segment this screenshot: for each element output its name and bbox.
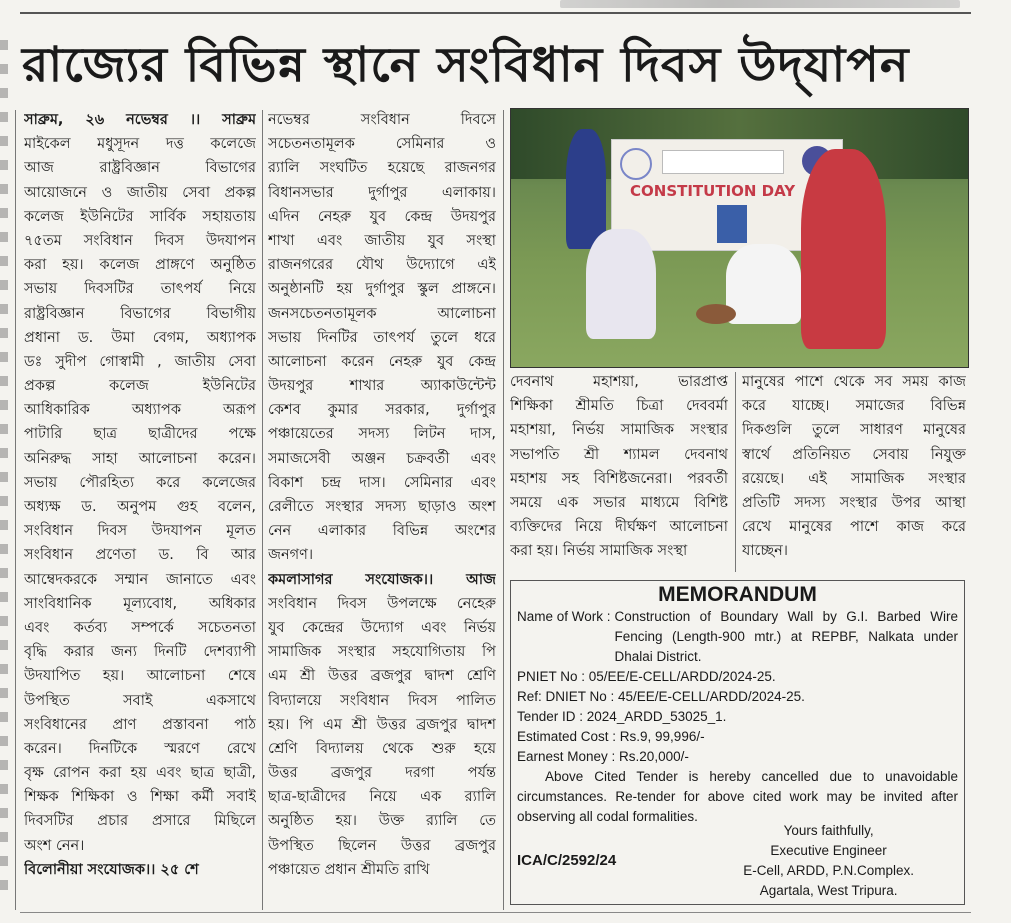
article-line: আধিকারিক অধ্যাপক অরূপ — [24, 402, 256, 419]
article-line: উদযাপিত হয়। আলোচনা শেষে — [24, 668, 256, 685]
banner-text: CONSTITUTION DAY — [630, 182, 796, 200]
article-line: সাংবিধানিক মূল্যবোধ, অধিকার — [24, 595, 256, 612]
article-line: প্রকল্প কলেজ ইউনিটের — [24, 378, 256, 395]
portrait-image — [717, 205, 747, 243]
logo-plate — [662, 150, 784, 174]
article-line: নভেম্বর সংবিধান দিবসে — [268, 112, 496, 128]
article-line: সাব্রুম, ২৬ নভেম্বর ।। সাব্রুম — [24, 112, 256, 128]
article-line: কমলাসাগর সংযোজক।। আজ — [268, 571, 496, 588]
memo-estimated-cost: Estimated Cost : Rs.9, 99,996/- — [517, 729, 705, 744]
article-line: জনগণ। — [268, 547, 314, 564]
article-line: পঞ্চায়েতের সদস্য লিটন দাস, — [268, 426, 496, 443]
article-line: দিকগুলি তুলে সাধারণ মানুষের — [742, 422, 966, 439]
emblem-icon — [620, 148, 652, 180]
article-line: সভাপতি শ্রী শ্যামল দেবনাথ — [510, 446, 728, 463]
article-line: সময়ে এক সভার মাধ্যমে বিশিষ্ট — [510, 494, 728, 511]
article-line: এম শ্রী উত্তর ব্রজপুর দ্বাদশ শ্রেণি — [268, 668, 496, 685]
article-line: শিক্ষক শিক্ষিকা ও শিক্ষা কর্মী সবাই — [24, 789, 256, 806]
person-figure — [801, 149, 886, 349]
article-line: দেবনাথ মহাশয়া, ভারপ্রাপ্ত — [510, 374, 728, 390]
article-line: কলেজ ইউনিটের সার্বিক সহায়তায় — [24, 208, 256, 225]
article-line: সভায় দিবসটির তাৎপর্য নিয়ে — [24, 281, 256, 298]
article-line: মহাশয় সহ বিশিষ্টজনেরা। পরবর্তী — [510, 470, 728, 487]
article-line: মাইকেল মধুসূদন দত্ত কলেজে — [24, 136, 256, 153]
article-line: ছাত্র-ছাত্রীদের নিয়ে এক র‍্যালি — [268, 789, 496, 806]
article-line: করা হয়। কলেজ প্রাঙ্গণে অনুষ্ঠিত — [24, 257, 256, 274]
memo-dniet: Ref: DNIET No : 45/EE/E-CELL/ARDD/2024-25. — [517, 689, 805, 704]
article-line: র‍্যালি সংঘটিত হয়েছে রাজনগর — [268, 160, 496, 177]
article-line: হয়। পি এম শ্রী উত্তর ব্রজপুর দ্বাদশ — [268, 716, 496, 733]
article-line: জনসচেতনতামূলক আলোচনা — [268, 305, 496, 322]
article-line: উপস্থিত সবাই একসাথে — [24, 692, 256, 709]
article-line: যুব কেন্দ্রের উদ্যোগ এবং নির্ভয় — [268, 619, 496, 636]
article-line: পাটারি ছাত্র ছাত্রীদের পক্ষে — [24, 426, 256, 443]
article-line: সংবিধান প্রণেতা ড. বি আর — [24, 547, 256, 564]
article-line: আলোচনা করেন নেহরু যুব কেন্দ্র — [268, 353, 496, 370]
article-line: রাষ্ট্রবিজ্ঞান বিভাগের বিভাগীয় — [24, 305, 256, 322]
article-line: মানুষের পাশে থেকে সব সময় কাজ — [742, 374, 966, 390]
article-line: যাচ্ছেন। — [742, 543, 788, 560]
memo-sign-line: Executive Engineer — [770, 843, 887, 858]
article-line: আম্বেদকরকে সম্মান জানাতে এবং — [24, 571, 256, 588]
memo-name-of-work-label: Name of Work : — [517, 609, 611, 624]
article-line: অধ্যক্ষ ড. অনুপম গুহ বলেন, — [24, 499, 256, 515]
column-divider — [262, 110, 263, 910]
article-line: ৭৫তম সংবিধান দিবস উদযাপন — [24, 232, 256, 249]
article-line: ব্যক্তিদের নিয়ে দীর্ঘক্ষণ আলোচনা — [510, 519, 728, 536]
memo-name-of-work — [517, 607, 958, 667]
article-line: সংবিধানের প্রাণ প্রস্তাবনা পাঠ — [24, 716, 256, 733]
article-line: বৃদ্ধি করার জন্য দিনটি দেশব্যাপী — [24, 644, 256, 661]
article-column-3 — [510, 370, 728, 564]
person-figure — [726, 244, 801, 324]
memo-tender-id: Tender ID : 2024_ARDD_53025_1. — [517, 709, 727, 724]
article-line: শিক্ষিকা শ্রীমতি চিত্রা দেববর্মা — [510, 398, 728, 415]
article-line: অনুষ্ঠানটি হয় দুর্গাপুর স্কুল প্রাঙ্গনে। — [268, 281, 496, 298]
article-line: অনুষ্ঠিত হয়। উক্ত র‍্যালি তে — [268, 813, 496, 830]
memorandum-notice — [510, 580, 965, 905]
column-divider — [735, 372, 736, 572]
article-line: আজ রাষ্ট্রবিজ্ঞান বিভাগের — [24, 160, 256, 177]
article-line: করেন। দিনটিকে স্মরণে রেখে — [24, 740, 256, 757]
article-line: করা হয়। নির্ভয় সামাজিক সংস্থা — [510, 543, 688, 560]
memo-sign-line: Agartala, West Tripura. — [759, 883, 898, 898]
memo-signature — [743, 821, 914, 901]
memo-earnest-money: Earnest Money : Rs.20,000/- — [517, 749, 689, 764]
memo-title: MEMORANDUM — [658, 583, 817, 606]
article-line: পঞ্চায়েত প্রধান শ্রীমতি রাখি — [268, 861, 430, 878]
article-line: প্রধানা ড. উমা বেগম, অধ্যাপক — [24, 329, 256, 346]
article-line: করে যাচ্ছে। সমাজের বিভিন্ন — [742, 398, 966, 415]
article-line: বিকাশ চন্দ্র দাস। সেমিনার এবং — [268, 474, 496, 491]
column-divider — [503, 110, 504, 910]
article-line: স্বার্থে প্রতিনিয়ত সেবায় নিযুক্ত — [742, 446, 966, 463]
memo-name-of-work-value: Construction of Boundary Wall by G.I. Barbed Wire Fencing (Length-900 mtr.) at REPBF, Nalkata under Dhalai District. — [614, 609, 958, 664]
headline: রাজ্যের বিভিন্ন স্থানে সংবিধান দিবস উদ্‌যাপন — [22, 37, 910, 93]
article-line: অংশ নেন। — [24, 837, 85, 854]
article-line: সংবিধান দিবস উপলক্ষে নেহেরু — [268, 595, 496, 612]
article-line: বিলোনীয়া সংযোজক।। ২৫ শে — [24, 861, 199, 878]
article-line: বৃক্ষ রোপন করা হয় এবং ছাত্র ছাত্রী, — [24, 765, 256, 782]
memo-pniet: PNIET No : 05/EE/E-CELL/ARDD/2024-25. — [517, 669, 776, 684]
article-line: বিধানসভার দুর্গাপুর এলাকায়। — [268, 184, 496, 201]
column-divider — [15, 110, 16, 910]
article-line: সংবিধান দিবস উদযাপন মূলত — [24, 523, 256, 540]
memo-body: Above Cited Tender is hereby cancelled due to unavoidable circumstances. Re-tender for above cited work may be invited after observing all codal formalities. — [517, 769, 958, 824]
top-divider — [20, 12, 971, 14]
article-line: মহাশয়া, নির্ভয় সামাজিক সংস্থার — [510, 422, 728, 439]
article-line: সভায় পৌরহিত্য করে কলেজের — [24, 474, 256, 491]
cut-off-top-text — [560, 0, 960, 8]
article-line: রাজনগরের যৌথ উদ্যোগে এই — [268, 257, 496, 274]
article-line: ডঃ সুদীপ গোস্বামী , জাতীয় সেবা — [24, 353, 256, 370]
person-figure — [566, 129, 606, 249]
news-photo — [510, 108, 969, 368]
article-line: এবং কর্তব্য সম্পর্কে সচেতনতা — [24, 619, 256, 636]
article-line: প্রতিটি সদস্য সংস্থার উপর আস্থা — [742, 494, 966, 511]
memo-sign-line: E-Cell, ARDD, P.N.Complex. — [743, 863, 914, 878]
article-line: শ্রেণি বিদ্যালয় থেকে শুরু হয়ে — [268, 740, 496, 757]
cut-off-left-column — [0, 40, 8, 900]
article-line: রেখে মানুষের পাশে কাজ করে — [742, 519, 966, 536]
article-line: আয়োজনে ও জাতীয় সেবা প্রকল্প — [24, 184, 256, 201]
article-column-1 — [24, 108, 256, 882]
article-line: উপস্থিত ছিলেন উত্তর ব্রজপুর — [268, 837, 496, 854]
memo-ref-number: ICA/C/2592/24 — [517, 852, 617, 869]
article-line: রয়েছে। এই সামাজিক সংস্থার — [742, 470, 966, 487]
article-line: শাখা এবং জাতীয় যুব সংস্থা — [268, 232, 496, 249]
article-line: সামাজিক সংস্থার সহযোগিতায় পি — [268, 644, 496, 661]
article-line: কেশব কুমার সরকার, দুর্গাপুর — [268, 402, 496, 419]
article-column-2 — [268, 108, 496, 882]
soil-mound — [696, 304, 736, 324]
article-line: উদয়পুর শাখার অ্যাকাউন্টেন্ট — [268, 378, 496, 395]
article-line: নেন এলাকার বিভিন্ন অংশের — [268, 523, 496, 540]
person-figure — [586, 229, 656, 339]
article-column-4 — [742, 370, 966, 564]
memo-sign-line: Yours faithfully, — [783, 823, 874, 838]
article-line: দিবসটির প্রচার প্রসারে মিছিলে — [24, 813, 256, 830]
article-line: রেলীতে সংস্থার সদস্য ছাড়াও অংশ — [268, 499, 496, 515]
article-line: বিদ্যালয়ে সংবিধান দিবস পালিত — [268, 692, 496, 709]
article-line: এদিন নেহরু যুব কেন্দ্র উদয়পুর — [268, 208, 496, 225]
article-line: অনিরুদ্ধ সাহা আলোচনা করেন। — [24, 450, 256, 467]
article-line: সমাজসেবী অঞ্জন চক্রবর্তী এবং — [268, 450, 496, 467]
article-line: সচেতনতামূলক সেমিনার ও — [268, 136, 496, 153]
article-line: সভায় দিনটির তাৎপর্য তুলে ধরে — [268, 329, 496, 346]
article-line: উত্তর ব্রজপুর দরগা পর্যন্ত — [268, 765, 496, 782]
bottom-divider — [20, 912, 971, 913]
